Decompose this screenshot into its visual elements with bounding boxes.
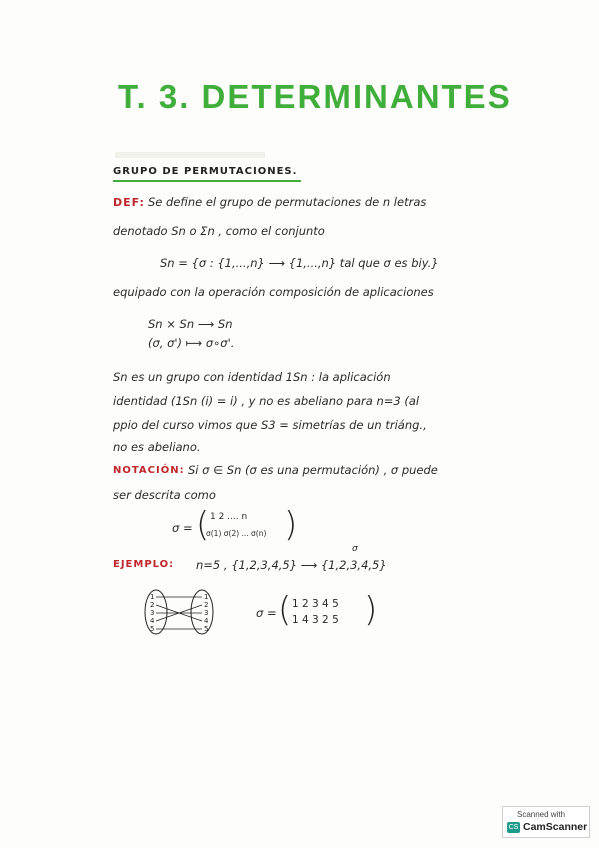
codomain-num-1: 1 (204, 593, 209, 601)
def-map-line-1: Sn × Sn ⟶ Sn (148, 317, 233, 331)
permutation-diagram (142, 588, 216, 636)
def-line-1: Se define el grupo de permutaciones de n letras (148, 195, 427, 209)
def-set-expression: Sn = {σ : {1,...,n} ⟶ {1,...,n} tal que σ es biy.} (160, 256, 439, 270)
codomain-ellipse (191, 590, 213, 634)
ejemplo-matrix-top: 1 2 3 4 5 (292, 598, 339, 610)
camscanner-badge (502, 806, 590, 838)
faint-bleed-through (115, 152, 265, 158)
domain-num-2: 2 (150, 601, 155, 609)
section-title: GRUPO DE PERMUTACIONES. (113, 166, 298, 177)
section-underline (113, 180, 301, 182)
domain-num-1: 1 (150, 593, 155, 601)
domain-num-5: 5 (150, 625, 155, 633)
def-label: DEF: (113, 196, 145, 209)
codomain-num-2: 2 (204, 601, 209, 609)
ejemplo-right-paren: ) (364, 590, 378, 630)
def-map-line-2: (σ, σ') ⟼ σ∘σ'. (148, 336, 235, 350)
paragraph-line-1: Sn es un grupo con identidad 1Sn : la aplicación (113, 370, 391, 384)
ejemplo-matrix-bottom: 1 4 3 2 5 (292, 614, 339, 626)
domain-num-4: 4 (150, 617, 155, 625)
ejemplo-left-paren: ( (278, 590, 292, 630)
notacion-label: NOTACIÓN: (113, 465, 185, 476)
def-line-3: equipado con la operación composición de aplicaciones (113, 285, 434, 299)
notacion-matrix-top: 1 2 .... n (210, 512, 248, 522)
notacion-left-paren: ( (196, 505, 210, 545)
paragraph-line-4: no es abeliano. (113, 440, 201, 454)
notacion-sigma: σ = (172, 521, 193, 535)
notacion-line-2: ser descrita como (113, 488, 216, 502)
ejemplo-arrow-label: σ (352, 544, 358, 554)
ejemplo-label: EJEMPLO: (113, 559, 175, 570)
camscanner-logo-icon: CS (508, 824, 519, 831)
paragraph-line-2: identidad (1Sn (i) = i) , y no es abeliano para n=3 (al (113, 394, 420, 408)
notacion-line-1: Si σ ∈ Sn (σ es una permutación) , σ puede (188, 463, 438, 477)
codomain-num-5: 5 (204, 625, 209, 633)
notacion-matrix-bottom: σ(1) σ(2) ... σ(n) (206, 529, 267, 538)
codomain-num-3: 3 (204, 609, 209, 617)
notacion-right-paren: ) (284, 505, 298, 545)
ejemplo-sigma: σ = (256, 606, 277, 620)
scanned-with-text: Scanned with (517, 810, 566, 819)
page-title: T. 3. DETERMINANTES (118, 78, 512, 115)
def-line-2: denotado Sn o Σn , como el conjunto (113, 224, 325, 238)
ejemplo-text: n=5 , {1,2,3,4,5} ⟶ {1,2,3,4,5} (196, 558, 387, 572)
domain-ellipse (145, 590, 167, 634)
camscanner-name: CamScanner (523, 821, 588, 833)
codomain-num-4: 4 (204, 617, 209, 625)
paragraph-line-3: ppio del curso vimos que S3 = simetrías de un triáng., (113, 418, 427, 432)
domain-num-3: 3 (150, 609, 155, 617)
